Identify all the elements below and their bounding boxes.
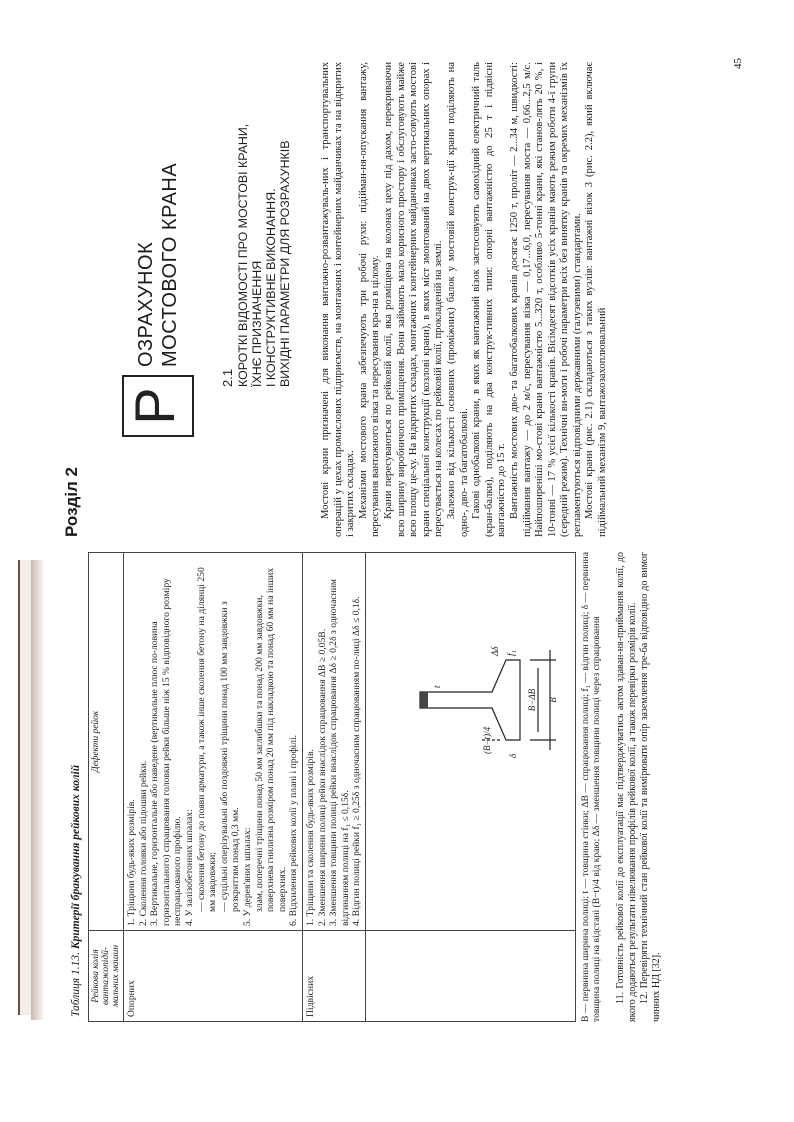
chapter-title-line: МОСТОВОГО КРАНА	[159, 162, 181, 367]
label-b-delta: B−ΔB	[526, 688, 537, 712]
defect-item: 4. Відгин полиці рейки f₁ ≥ 0,25δ з одночасним спрацюванням по-лиці Δδ ≤ 0,1δ.	[351, 596, 363, 926]
defect-item: 3. Зменшення товщини полиці рейки внаслідок спрацювання Δδ ≥ 0,2δ з одночасним відгинанням полиці на f₁ ≤ 0,15δ.	[328, 579, 351, 926]
table-row	[365, 553, 575, 1022]
table-caption-title: Критерії бракування рейкових колій	[70, 764, 82, 950]
chapter-title	[134, 163, 182, 367]
rail-defects-table	[88, 552, 576, 1022]
table-header-defects: Дефекти рейок	[89, 553, 124, 931]
body-paragraph: Гакові однобалкові крани, в яких як вантажний візок застосовують самохідний електричний таль (кран-балки), поділяють на два конструк-тивних типи: опорні вантажністю до 25 т і підвісні вантажністю до 15 т.	[471, 62, 508, 537]
label-b: B	[547, 697, 558, 703]
section-number: 2.1	[220, 368, 235, 387]
label-f1: f₁	[505, 650, 516, 656]
defect-item: 6. Відхилення рейкових колії у плані і профілі.	[288, 734, 300, 926]
drop-cap: Р	[122, 375, 194, 437]
label-delta: δ	[507, 753, 518, 758]
rail-section-diagram	[380, 640, 560, 760]
defect-subitem: злам, поперечні тріщини понад 50 мм заглибшки та понад 200 мм завдовжки, поверхнева гнилизна розміром понад 20 мм під накладкою та понад 60 мм на інших поверхнях.	[253, 567, 288, 912]
page-number: 45	[732, 58, 744, 69]
table-page	[70, 552, 663, 1022]
body-paragraph: Вантажність мостових дво- та багатобалкових кранів досягає 1250 т, проліт — 2...34 м, швидкості: підіймання вантажу — до 2 м/с, пересування візка — 0,17...6,0, пересування моста — 0,66...2,5 м/с. Найпоширеніші мо-стові крани вантажністю 5...320 т, особливо 5-тонні крани, які станов-лять 20 %, і 10-тонні — 17 % усієї кількості кранів. Вісімдесят відсотків усіх кранів мають режим роботи 4-ї групи (середній режим). Технічні ви-моги і робочі параметри всіх без винятку кранів та окремих механізмів їх регламентуються відповідними державними (галузевими) стандартами.	[508, 62, 583, 537]
section-title-line: КОРОТКІ ВІДОМОСТІ ПРО МОСТОВІ КРАНИ,	[236, 123, 250, 387]
row-defects	[124, 553, 303, 931]
rail-figure-cell	[365, 553, 575, 931]
row-defects	[302, 553, 365, 931]
body-text	[320, 62, 610, 537]
note-paragraph: 11. Готовність рейкової колії до експлуатації має підтверджуватись актом здаван-ня-приймання колії, до якого додаються результати нівелювання профілів рейкової колії, а також перевірки розмірів колії.	[615, 552, 639, 1022]
label-delta-delta: Δδ	[489, 646, 500, 656]
defect-item: 2. Сколення головки або підошви рейки.	[137, 760, 149, 926]
defect-subitem: — сколення бетону до появи арматури, а також інше сколення бетону на ділянці 250 мм завдовжки;	[195, 567, 219, 912]
row-type: Опорних	[124, 931, 303, 1022]
note-paragraph: 12. Перевіряти технічний стан рейкової колії та вимірювати опір заземлення тре-ба відповідно до вимог чинних НД [32].	[639, 552, 663, 1022]
defect-item: 1. Тріщини будь-яких розмірів.	[126, 799, 137, 926]
figure-empty-cell	[365, 931, 575, 1022]
label-b-t: (B−t)/4	[481, 726, 492, 754]
defect-item: 1. Тріщини та сколення будь-яких розмірів.	[304, 749, 316, 926]
table-row	[302, 553, 365, 1022]
label-t: t	[431, 685, 442, 688]
defect-subitem: — суцільні оперізувальні або поздовжні тріщини понад 100 мм завдовжки з розкриттям понад 0,3 мм.	[218, 601, 242, 912]
body-paragraph: Механізми мостового крана забезпечують три робочі рухи: підійман-ня-опускання вантажу, пересування вантажного візка та пересування кра-на в цілому.	[357, 62, 382, 537]
row-type: Підвісних	[302, 931, 365, 1022]
section-label: Розділ 2	[62, 466, 81, 537]
section-title-line: І КОНСТРУКТИВНЕ ВИКОНАННЯ.	[264, 188, 278, 387]
body-paragraph: Крани пересуваються по рейковій колії, яка розміщена на колонах цеху під дахом, перекриваючи всю ширину виробничого приміщення. Вони займають мало корисного простору і обслуговують майже всю площу це-ху. На відкритих складах, монтажних і контейнерних майданчиках засто-совують мостові крани спеціальної конструкції (козлові крани), в яких міст змонтований на двох вертикальних опорах і пересувається на колесах по рейковій колії, прокладеній на землі.	[382, 62, 445, 537]
defect-item: 3. Вертикальне, горизонтальне або наведене (вертикальне плюс по-ловина горизонтального) спрацювання головки рейки більше ніж 15 % відповідного розміру неспрацьованого профілю.	[149, 578, 184, 926]
table-header-track: Рейкова колія вантажопідй-мальних машин	[89, 931, 124, 1022]
table-caption	[70, 552, 82, 1017]
chapter-title-line: ОЗРАХУНОК	[135, 241, 157, 367]
defect-item: 2. Зменшення ширини полиці рейки внаслідок спрацювання ΔB ≥ 0,05B.	[316, 628, 328, 926]
section-title-line: ЇХНЄ ПРИЗНАЧЕННЯ	[250, 260, 264, 387]
figure-legend: B — первинна ширина полиці; t — товщина стінки; ΔB — спрацювання полиці; f₁ — відгин полиці; δ — первинна товщина полиці на відстані (B−t)/4 від краю; Δδ — зменшення товщини полиці через спрацювання	[579, 552, 603, 1022]
body-paragraph: Залежно від кількості основних (проміжних) балок у мостовій конструк-ції крани поділяють на одно-, дво- та багатобалкові.	[445, 62, 470, 537]
table-row	[124, 553, 303, 1022]
body-paragraph: Мостові крани (рис. 2.1) складаються з таких вузлів: вантажні візок 3 (рис. 2.2), який включає підіймальний механізм 9, вантажозахоплювальний	[584, 62, 609, 537]
section-title-line: ВИХІДНІ ПАРАМЕТРИ ДЛЯ РОЗРАХУНКІВ	[278, 140, 292, 387]
body-paragraph: Мостові крани призначені для виконання вантажно-розвантажуваль-них і транспортувальних операцій у цехах промислових підприємств, на монтажних і контейнерних майданчиках та на відкритих і закритих складах.	[320, 62, 357, 537]
notes	[615, 552, 663, 1022]
defect-item: 4. У залізобетонних шпалах:	[183, 809, 195, 926]
defect-item: 5. У дерев'яних шпалах:	[241, 827, 253, 926]
table-caption-prefix: Таблиця 1.13.	[70, 952, 82, 1017]
section-title	[236, 72, 292, 387]
